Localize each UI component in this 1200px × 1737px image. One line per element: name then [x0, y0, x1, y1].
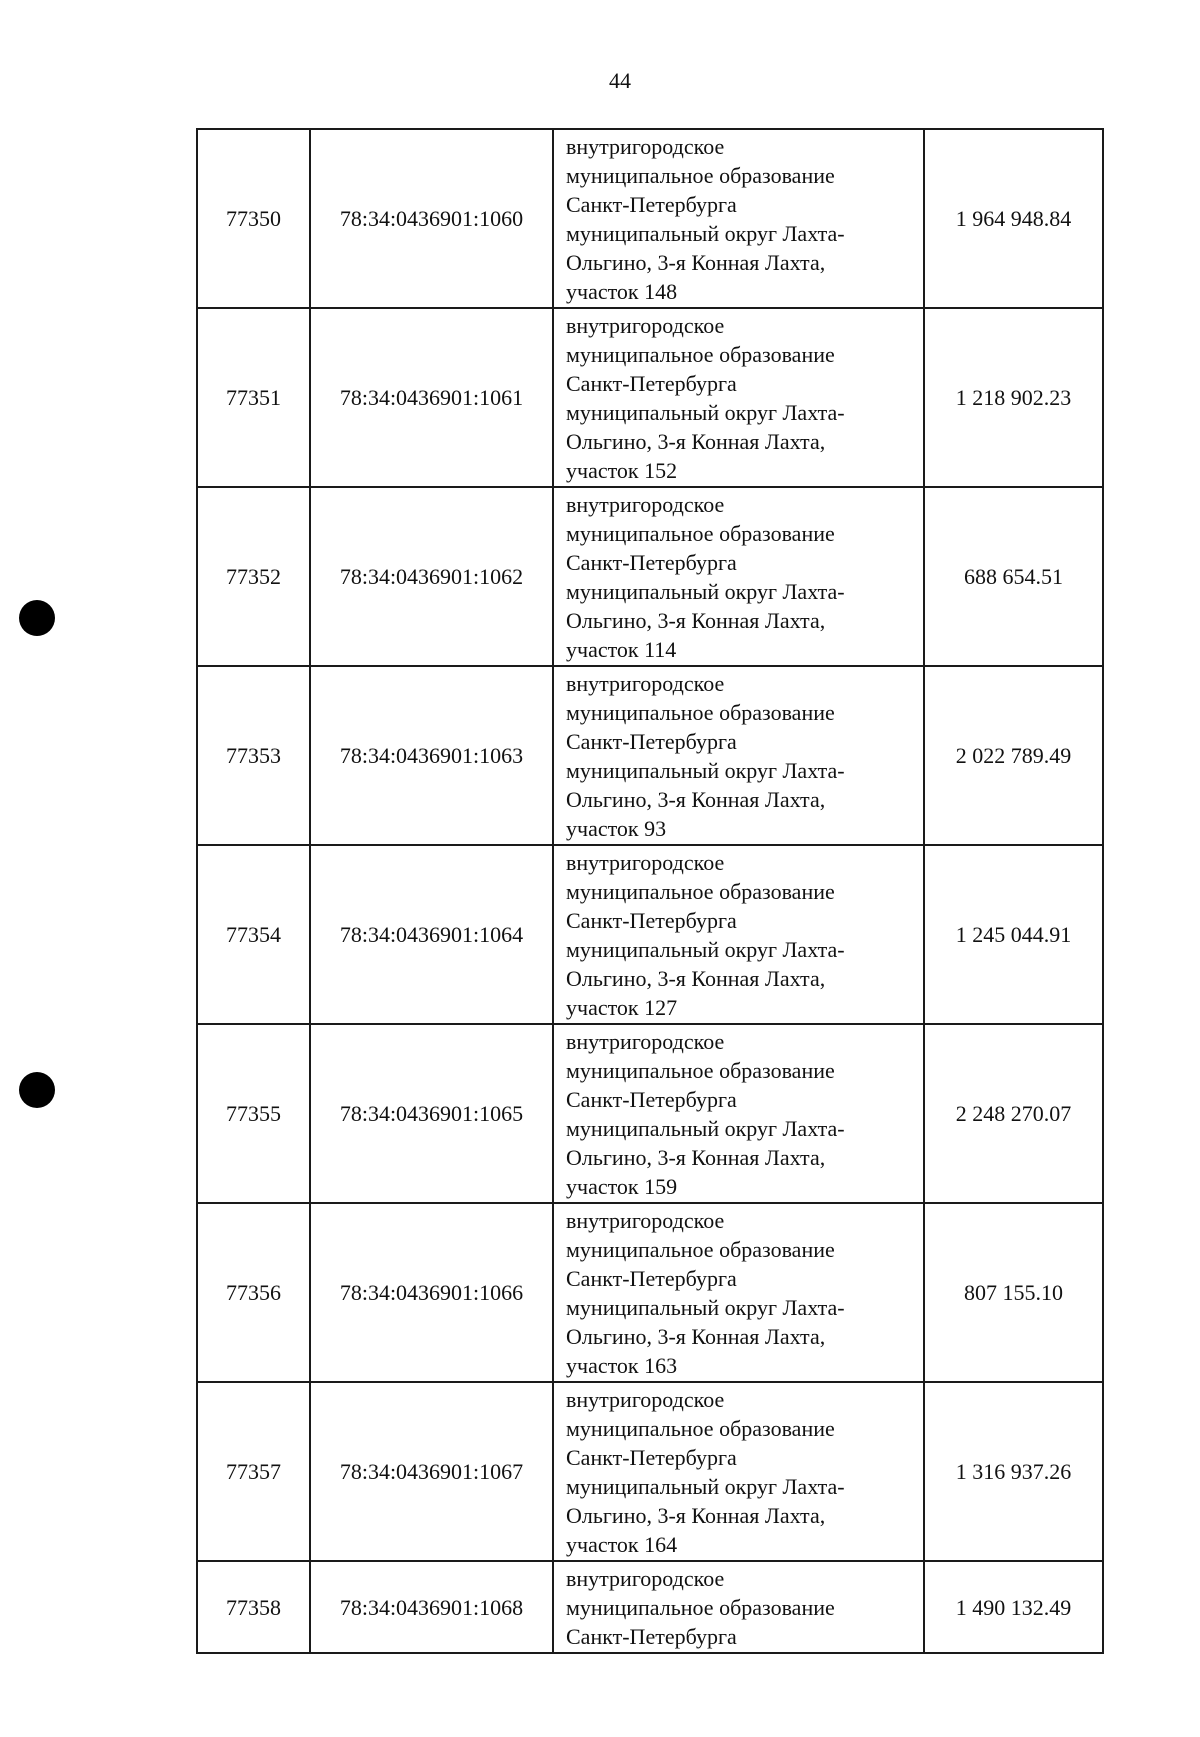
cadastral-value-cell: 2 248 270.07 — [924, 1024, 1103, 1203]
address-line: Санкт-Петербурга — [566, 371, 737, 396]
address-line: муниципальное образование — [566, 1058, 835, 1083]
address-line: Ольгино, 3-я Конная Лахта, — [566, 250, 826, 275]
address-line: муниципальное образование — [566, 521, 835, 546]
punch-hole-mark — [19, 1072, 55, 1108]
address-line: Ольгино, 3-я Конная Лахта, — [566, 608, 826, 633]
cadastral-value-cell: 688 654.51 — [924, 487, 1103, 666]
table-row — [197, 487, 1103, 666]
address-cell — [553, 129, 924, 308]
cadastral-registry-table — [196, 128, 1104, 1654]
address-cell — [553, 1382, 924, 1561]
table-row — [197, 308, 1103, 487]
cadastral-value-cell: 807 155.10 — [924, 1203, 1103, 1382]
address-line: муниципальное образование — [566, 1237, 835, 1262]
punch-hole-mark — [19, 600, 55, 636]
address-line: Ольгино, 3-я Конная Лахта, — [566, 1503, 826, 1528]
row-number-cell: 77358 — [197, 1561, 310, 1653]
address-cell — [553, 845, 924, 1024]
cadastral-number-cell: 78:34:0436901:1062 — [310, 487, 553, 666]
address-line: муниципальный округ Лахта- — [566, 221, 845, 246]
address-line: участок 127 — [566, 995, 678, 1020]
address-line: Санкт-Петербурга — [566, 192, 737, 217]
address-line: муниципальный округ Лахта- — [566, 400, 845, 425]
cadastral-number-cell: 78:34:0436901:1064 — [310, 845, 553, 1024]
row-number-cell: 77352 — [197, 487, 310, 666]
address-line: внутригородское — [566, 492, 725, 517]
address-line: Санкт-Петербурга — [566, 1087, 737, 1112]
address-line: внутригородское — [566, 1208, 725, 1233]
address-line: Ольгино, 3-я Конная Лахта, — [566, 966, 826, 991]
row-number-cell: 77354 — [197, 845, 310, 1024]
address-cell — [553, 666, 924, 845]
address-line: муниципальное образование — [566, 700, 835, 725]
row-number-cell: 77350 — [197, 129, 310, 308]
address-line: Санкт-Петербурга — [566, 1445, 737, 1470]
cadastral-number-cell: 78:34:0436901:1061 — [310, 308, 553, 487]
address-line: участок 114 — [566, 637, 677, 662]
address-cell — [553, 1024, 924, 1203]
row-number-cell: 77356 — [197, 1203, 310, 1382]
address-line: внутригородское — [566, 134, 725, 159]
address-cell — [553, 1561, 924, 1653]
cadastral-value-cell: 1 964 948.84 — [924, 129, 1103, 308]
address-line: муниципальное образование — [566, 342, 835, 367]
address-line: Санкт-Петербурга — [566, 1624, 737, 1649]
page-number: 44 — [609, 68, 631, 93]
table-row — [197, 1024, 1103, 1203]
address-line: внутригородское — [566, 850, 725, 875]
address-line: Санкт-Петербурга — [566, 550, 737, 575]
table-row — [197, 666, 1103, 845]
address-line: муниципальное образование — [566, 1416, 835, 1441]
cadastral-value-cell: 1 490 132.49 — [924, 1561, 1103, 1653]
address-line: муниципальный округ Лахта- — [566, 579, 845, 604]
cadastral-value-cell: 1 316 937.26 — [924, 1382, 1103, 1561]
address-line: муниципальное образование — [566, 1595, 835, 1620]
cadastral-value-cell: 2 022 789.49 — [924, 666, 1103, 845]
cadastral-value-cell: 1 218 902.23 — [924, 308, 1103, 487]
address-line: Ольгино, 3-я Конная Лахта, — [566, 1145, 826, 1170]
row-number-cell: 77351 — [197, 308, 310, 487]
address-line: муниципальное образование — [566, 163, 835, 188]
address-line: внутригородское — [566, 1029, 725, 1054]
registry-table-body — [197, 129, 1103, 1653]
address-line: Ольгино, 3-я Конная Лахта, — [566, 1324, 826, 1349]
cadastral-number-cell: 78:34:0436901:1063 — [310, 666, 553, 845]
address-line: Санкт-Петербурга — [566, 908, 737, 933]
cadastral-number-cell: 78:34:0436901:1060 — [310, 129, 553, 308]
address-line: участок 148 — [566, 279, 678, 304]
address-line: Санкт-Петербурга — [566, 1266, 737, 1291]
address-line: внутригородское — [566, 313, 725, 338]
address-cell — [553, 308, 924, 487]
address-line: муниципальный округ Лахта- — [566, 758, 845, 783]
table-row — [197, 129, 1103, 308]
address-line: муниципальный округ Лахта- — [566, 1474, 845, 1499]
row-number-cell: 77355 — [197, 1024, 310, 1203]
address-line: участок 152 — [566, 458, 678, 483]
address-line: участок 163 — [566, 1353, 678, 1378]
address-cell — [553, 1203, 924, 1382]
address-cell — [553, 487, 924, 666]
cadastral-value-cell: 1 245 044.91 — [924, 845, 1103, 1024]
cadastral-number-cell: 78:34:0436901:1068 — [310, 1561, 553, 1653]
row-number-cell: 77353 — [197, 666, 310, 845]
cadastral-number-cell: 78:34:0436901:1066 — [310, 1203, 553, 1382]
row-number-cell: 77357 — [197, 1382, 310, 1561]
table-row — [197, 1561, 1103, 1653]
address-line: Ольгино, 3-я Конная Лахта, — [566, 787, 826, 812]
address-line: муниципальное образование — [566, 879, 835, 904]
address-line: участок 164 — [566, 1532, 678, 1557]
address-line: участок 93 — [566, 816, 667, 841]
cadastral-number-cell: 78:34:0436901:1067 — [310, 1382, 553, 1561]
table-row — [197, 845, 1103, 1024]
address-line: внутригородское — [566, 1387, 725, 1412]
address-line: внутригородское — [566, 1566, 725, 1591]
address-line: Ольгино, 3-я Конная Лахта, — [566, 429, 826, 454]
table-row — [197, 1382, 1103, 1561]
address-line: муниципальный округ Лахта- — [566, 937, 845, 962]
address-line: Санкт-Петербурга — [566, 729, 737, 754]
address-line: внутригородское — [566, 671, 725, 696]
table-row — [197, 1203, 1103, 1382]
address-line: участок 159 — [566, 1174, 678, 1199]
address-line: муниципальный округ Лахта- — [566, 1295, 845, 1320]
address-line: муниципальный округ Лахта- — [566, 1116, 845, 1141]
cadastral-number-cell: 78:34:0436901:1065 — [310, 1024, 553, 1203]
